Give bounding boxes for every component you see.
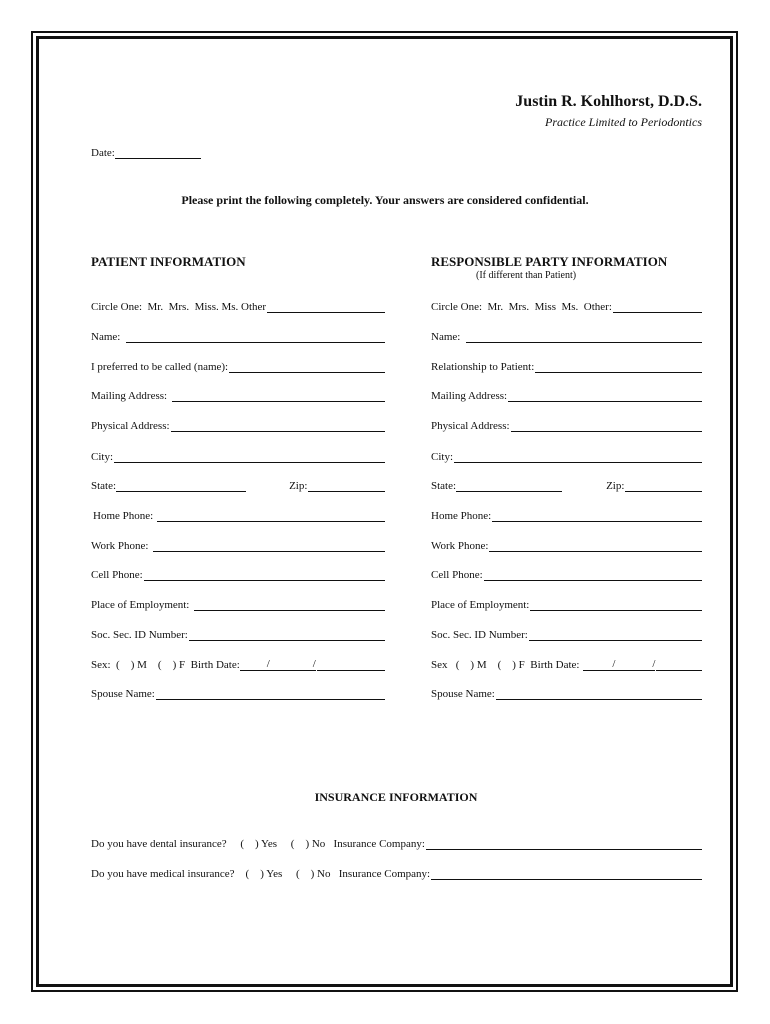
patient-cell-phone-field[interactable]	[91, 565, 385, 581]
label: Relationship to Patient:	[431, 361, 535, 373]
blank-line[interactable]	[126, 330, 385, 343]
birth-month-line[interactable]	[240, 658, 270, 671]
blank-line[interactable]	[431, 867, 702, 880]
label: Name:	[431, 331, 461, 343]
blank-line[interactable]	[267, 300, 385, 313]
blank-line[interactable]	[194, 598, 385, 611]
responsible-party-heading: RESPONSIBLE PARTY INFORMATION	[431, 254, 668, 269]
blank-line[interactable]	[426, 837, 702, 850]
blank-line[interactable]	[530, 598, 702, 611]
patient-info-heading: PATIENT INFORMATION	[91, 254, 246, 269]
label: Do you have medical insurance? ( ) Yes ( ) No Insurance Company:	[91, 868, 431, 880]
blank-line[interactable]	[613, 300, 702, 313]
blank-line[interactable]	[484, 568, 702, 581]
blank-line[interactable]	[157, 509, 385, 522]
zip-label: Zip:	[289, 480, 308, 492]
label: Sex: ( ) M ( ) F Birth Date:	[91, 659, 240, 671]
label: City:	[431, 451, 454, 463]
resp-mailing-address-field[interactable]	[431, 386, 702, 402]
zip-line[interactable]	[308, 479, 385, 492]
label: Home Phone:	[93, 510, 154, 522]
resp-sex-birthdate-field[interactable]	[431, 655, 702, 671]
patient-title-field[interactable]	[91, 297, 385, 313]
birth-year-line[interactable]	[656, 658, 702, 671]
label: Cell Phone:	[91, 569, 143, 581]
resp-employment-field[interactable]	[431, 595, 702, 611]
state-line[interactable]	[456, 479, 562, 492]
resp-work-phone-field[interactable]	[431, 536, 702, 552]
resp-ssn-field[interactable]	[431, 625, 702, 641]
label: Soc. Sec. ID Number:	[91, 629, 188, 641]
blank-line[interactable]	[535, 360, 702, 373]
instructions-text: Please print the following completely. Your answers are considered confidential.	[181, 193, 589, 207]
patient-state-zip-field[interactable]	[91, 476, 385, 492]
patient-home-phone-field[interactable]	[93, 506, 385, 522]
label: Physical Address:	[91, 420, 170, 432]
patient-employment-field[interactable]	[91, 595, 385, 611]
patient-spouse-field[interactable]	[91, 684, 385, 700]
blank-line[interactable]	[489, 539, 702, 552]
practice-specialty: Practice Limited to Periodontics	[545, 115, 702, 129]
blank-line[interactable]	[454, 450, 702, 463]
blank-line[interactable]	[511, 419, 702, 432]
date-slash: /	[312, 658, 316, 670]
blank-line[interactable]	[114, 450, 385, 463]
resp-spouse-field[interactable]	[431, 684, 702, 700]
blank-line[interactable]	[172, 389, 385, 402]
label: Place of Employment:	[91, 599, 190, 611]
blank-line[interactable]	[466, 330, 702, 343]
birth-month-line[interactable]	[583, 658, 615, 671]
patient-sex-birthdate-field[interactable]	[91, 655, 385, 671]
label: Circle One: Mr. Mrs. Miss. Ms. Other	[91, 301, 267, 313]
resp-name-field[interactable]	[431, 327, 702, 343]
blank-line[interactable]	[156, 687, 385, 700]
blank-line[interactable]	[189, 628, 385, 641]
label: Home Phone:	[431, 510, 492, 522]
resp-relationship-field[interactable]	[431, 357, 702, 373]
patient-city-field[interactable]	[91, 447, 385, 463]
zip-label: Zip:	[606, 480, 625, 492]
blank-line[interactable]	[508, 389, 702, 402]
label: Sex ( ) M ( ) F Birth Date:	[431, 659, 580, 671]
label: Work Phone:	[91, 540, 149, 552]
label: Do you have dental insurance? ( ) Yes ( ) No Insurance Company:	[91, 838, 425, 850]
patient-physical-address-field[interactable]	[91, 416, 385, 432]
dental-insurance-field[interactable]	[91, 834, 702, 850]
patient-ssn-field[interactable]	[91, 625, 385, 641]
date-slash: /	[652, 658, 656, 670]
resp-cell-phone-field[interactable]	[431, 565, 702, 581]
label: City:	[91, 451, 114, 463]
label: Work Phone:	[431, 540, 489, 552]
patient-preferred-name-field[interactable]	[91, 357, 385, 373]
insurance-info-heading: INSURANCE INFORMATION	[314, 790, 478, 804]
birth-day-line[interactable]	[615, 658, 655, 671]
doctor-name: Justin R. Kohlhorst, D.D.S.	[515, 93, 702, 110]
label: Mailing Address:	[91, 390, 168, 402]
blank-line[interactable]	[229, 360, 385, 373]
resp-title-field[interactable]	[431, 297, 702, 313]
state-line[interactable]	[116, 479, 246, 492]
blank-line[interactable]	[496, 687, 702, 700]
label: Cell Phone:	[431, 569, 483, 581]
date-field[interactable]	[91, 146, 201, 159]
patient-name-field[interactable]	[91, 327, 385, 343]
label: Spouse Name:	[91, 688, 155, 700]
label: Soc. Sec. ID Number:	[431, 629, 528, 641]
resp-home-phone-field[interactable]	[431, 506, 702, 522]
medical-insurance-field[interactable]	[91, 864, 702, 880]
birth-year-line[interactable]	[317, 658, 385, 671]
zip-line[interactable]	[625, 479, 702, 492]
blank-line[interactable]	[153, 539, 385, 552]
resp-physical-address-field[interactable]	[431, 416, 702, 432]
label: Mailing Address:	[431, 390, 508, 402]
date-slash: /	[266, 658, 270, 670]
blank-line[interactable]	[529, 628, 702, 641]
label: I preferred to be called (name):	[91, 361, 229, 373]
resp-city-field[interactable]	[431, 447, 702, 463]
blank-line[interactable]	[144, 568, 385, 581]
state-label: State:	[431, 480, 457, 492]
date-slash: /	[612, 658, 616, 670]
label: Name:	[91, 331, 121, 343]
label: Circle One: Mr. Mrs. Miss Ms. Other:	[431, 301, 612, 313]
resp-state-zip-field[interactable]	[431, 476, 702, 492]
blank-line[interactable]	[492, 509, 702, 522]
patient-work-phone-field[interactable]	[91, 536, 385, 552]
label: Place of Employment:	[431, 599, 530, 611]
blank-line[interactable]	[171, 419, 385, 432]
label: Spouse Name:	[431, 688, 495, 700]
state-label: State:	[91, 480, 117, 492]
responsible-party-subheading: (If different than Patient)	[476, 270, 577, 281]
birth-day-line[interactable]	[270, 658, 316, 671]
date-line[interactable]	[115, 146, 201, 159]
patient-mailing-address-field[interactable]	[91, 386, 385, 402]
label: Physical Address:	[431, 420, 510, 432]
date-label: Date:	[91, 147, 115, 159]
